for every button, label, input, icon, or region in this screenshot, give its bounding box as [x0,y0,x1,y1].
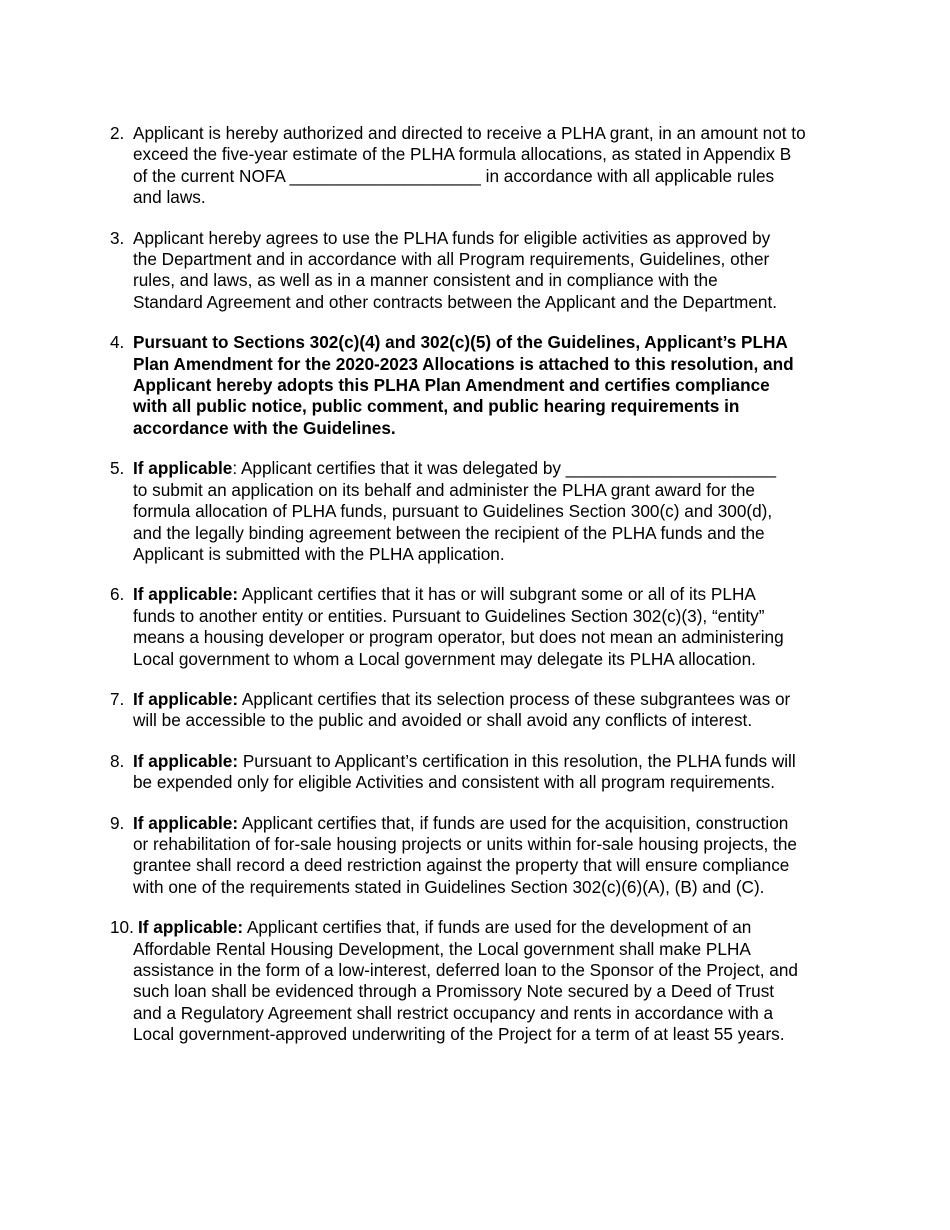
item-lead: If applicable: [133,812,239,833]
item-text [133,689,870,732]
text-line [133,584,870,605]
item-lead: If applicable: [133,750,239,771]
text-line: to submit an application on its behalf and administer the PLHA grant award for the [133,479,755,500]
item-first-text: Applicant certifies that its selection process of these subgrantees was or [238,688,791,709]
item-number: 4. [110,332,125,353]
text-line: Standard Agreement and other contracts between the Applicant and the Department. [133,291,777,312]
text-line: rules, and laws, as well as in a manner consistent and in compliance with the [133,270,718,291]
text-line: accordance with the Guidelines. [133,417,396,438]
text-line [133,458,870,479]
text-line [133,689,870,710]
item-first-text: Applicant certifies that, if funds are used for the development of an [243,917,752,938]
text-line: Applicant hereby adopts this PLHA Plan Amendment and certifies compliance [133,375,770,396]
list-item-6 [110,584,870,670]
text-line: with one of the requirements stated in Guidelines Section 302(c)(6)(A), (B) and (C). [133,876,765,897]
text-line: the Department and in accordance with all Program requirements, Guidelines, other [133,249,770,270]
text-line [133,813,870,834]
text-line: Pursuant to Sections 302(c)(4) and 302(c)(5) of the Guidelines, Applicant’s PLHA [133,332,788,353]
text-line: Applicant is hereby authorized and directed to receive a PLHA grant, in an amount not to [133,123,806,143]
item-number: 7. [110,688,125,709]
item-text [133,228,870,314]
item-first-text: : Applicant certifies that it was delegated by ______________________ [232,458,777,479]
item-lead: If applicable: [133,688,239,709]
text-line: Applicant hereby agrees to use the PLHA funds for eligible activities as approved by [133,227,771,248]
item-first-text: Applicant certifies that, if funds are used for the acquisition, construction [238,812,789,833]
text-line: such loan shall be evidenced through a Promissory Note secured by a Deed of Trust [133,981,775,1002]
resolution-list [110,123,870,1065]
text-line: exceed the five-year estimate of the PLHA formula allocations, as stated in Appendix B [133,144,792,165]
text-line: and a Regulatory Agreement shall restrict occupancy and rents in accordance with a [133,1002,774,1023]
item-number: 5. [110,458,125,479]
text-line: Plan Amendment for the 2020-2023 Allocations is attached to this resolution, and [133,353,794,374]
list-item-8 [110,751,870,794]
text-line: Affordable Rental Housing Development, the Local government shall make PLHA [133,938,751,959]
item-text [133,813,870,899]
item-number: 3. [110,227,125,248]
text-line: means a housing developer or program operator, but does not mean an administering [133,627,784,648]
item-number: 8. [110,750,125,771]
item-text [133,751,870,794]
item-lead: If applicable: [133,584,239,605]
list-item-7 [110,689,870,732]
list-item-4 [110,332,870,439]
text-line: formula allocation of PLHA funds, pursuant to Guidelines Section 300(c) and 300(d), [133,501,773,522]
text-line: and the legally binding agreement between the recipient of the PLHA funds and the [133,522,765,543]
item-lead: If applicable: [138,917,244,938]
item-text [133,584,870,670]
item-first-text: Pursuant to Applicant’s certification in this resolution, the PLHA funds will [238,750,796,771]
text-line: assistance in the form of a low-interest, deferred loan to the Sponsor of the Project, and [133,960,798,980]
text-line: will be accessible to the public and avoided or shall avoid any conflicts of interest. [133,710,753,731]
text-line [133,917,870,938]
text-line: of the current NOFA ____________________ in accordance with all applicable rules [133,165,775,186]
item-text [133,458,870,565]
item-lead: If applicable [133,458,233,479]
item-text [133,917,870,1045]
text-line: and laws. [133,187,206,208]
text-line: Local government to whom a Local government may delegate its PLHA allocation. [133,648,756,669]
item-number: 9. [110,812,125,833]
text-line: grantee shall record a deed restriction against the property that will ensure compliance [133,855,790,876]
list-item-3 [110,228,870,314]
item-number: 10. [110,917,134,938]
text-line: funds to another entity or entities. Pursuant to Guidelines Section 302(c)(3), “entity” [133,605,765,626]
text-line: Applicant is submitted with the PLHA application. [133,543,505,564]
item-number: 6. [110,584,125,605]
text-line: or rehabilitation of for-sale housing projects or units within for-sale housing projects, the [133,833,797,854]
item-text [133,332,870,439]
list-item-5 [110,458,870,565]
text-line: Local government-approved underwriting of the Project for a term of at least 55 years. [133,1024,785,1045]
list-item-2 [110,123,870,209]
item-text [133,123,870,209]
item-first-text: Applicant certifies that it has or will subgrant some or all of its PLHA [238,584,756,605]
list-item-10 [110,917,870,1045]
text-line [133,751,870,772]
item-number: 2. [110,123,125,143]
list-item-9 [110,813,870,899]
text-line: be expended only for eligible Activities and consistent with all program requirements. [133,772,776,793]
text-line: with all public notice, public comment, and public hearing requirements in [133,396,740,417]
